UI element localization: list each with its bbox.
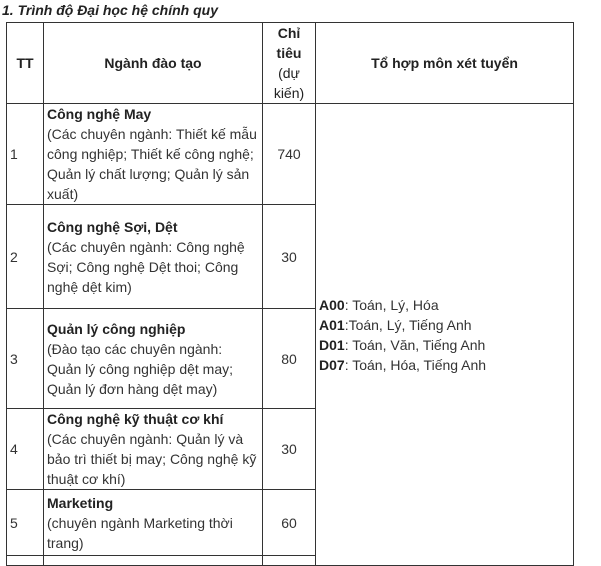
combo-line bbox=[319, 315, 570, 335]
major-desc: (Các chuyên ngành: Quản lý và bảo trì thiết bị may; Công nghệ kỹ thuật cơ khí) bbox=[47, 431, 257, 487]
section-title: 1. Trình độ Đại học hệ chính quy bbox=[2, 2, 218, 18]
row-quota: 30 bbox=[263, 205, 316, 309]
major-desc: (Các chuyên ngành: Thiết kế mẫu công nghiệp; Thiết kế công nghệ; Quản lý chất lượng; Quản lý sản xuất) bbox=[47, 126, 257, 202]
row-quota: 80 bbox=[263, 309, 316, 409]
major-name: Công nghệ Sợi, Dệt bbox=[47, 218, 178, 235]
row-tt-empty bbox=[7, 556, 44, 566]
table-header-row bbox=[7, 23, 574, 104]
row-tt: 2 bbox=[7, 205, 44, 309]
table-row bbox=[7, 104, 574, 205]
admission-table bbox=[6, 22, 574, 566]
combo-code: D01 bbox=[319, 336, 345, 353]
row-major bbox=[44, 490, 263, 556]
header-quota-sub: (dự kiến) bbox=[273, 65, 305, 101]
header-quota bbox=[263, 23, 316, 104]
row-quota: 30 bbox=[263, 409, 316, 490]
header-tt: TT bbox=[7, 23, 44, 104]
major-name: Marketing bbox=[47, 494, 114, 511]
header-quota-main: Chỉ tiêu bbox=[276, 25, 302, 61]
row-quota-empty bbox=[263, 556, 316, 566]
header-combos: Tổ hợp môn xét tuyển bbox=[316, 23, 574, 104]
row-quota: 60 bbox=[263, 490, 316, 556]
combo-subjects: :Toán, Lý, Tiếng Anh bbox=[344, 316, 472, 333]
major-desc: (chuyên ngành Marketing thời trang) bbox=[47, 514, 233, 551]
major-name: Quản lý công nghiệp bbox=[47, 320, 186, 337]
combos-cell bbox=[316, 104, 574, 566]
row-tt: 5 bbox=[7, 490, 44, 556]
combo-subjects: : Toán, Lý, Hóa bbox=[344, 296, 439, 313]
combo-line bbox=[319, 335, 570, 355]
major-name: Công nghệ May bbox=[47, 106, 152, 122]
row-tt: 4 bbox=[7, 409, 44, 490]
row-major bbox=[44, 104, 263, 205]
combo-subjects: : Toán, Hóa, Tiếng Anh bbox=[344, 356, 487, 373]
major-desc: (Đào tạo các chuyên ngành: Quản lý công nghiệp dệt may; Quản lý đơn hàng dệt may) bbox=[47, 340, 234, 397]
combo-code: D07 bbox=[319, 356, 345, 373]
row-major bbox=[44, 205, 263, 309]
combo-code: A00 bbox=[319, 296, 345, 313]
major-desc: (Các chuyên ngành: Công nghệ Sợi; Công nghệ Dệt thoi; Công nghệ dệt kim) bbox=[47, 238, 245, 295]
row-tt: 3 bbox=[7, 309, 44, 409]
combo-code: A01 bbox=[319, 316, 345, 333]
major-name: Công nghệ kỹ thuật cơ khí bbox=[47, 411, 224, 427]
combo-line bbox=[319, 295, 570, 315]
row-quota: 740 bbox=[263, 104, 316, 205]
header-major: Ngành đào tạo bbox=[44, 23, 263, 104]
row-major bbox=[44, 409, 263, 490]
combo-subjects: : Toán, Văn, Tiếng Anh bbox=[344, 336, 486, 353]
row-major-empty bbox=[44, 556, 263, 566]
combo-line bbox=[319, 355, 570, 375]
row-tt: 1 bbox=[7, 104, 44, 205]
row-major bbox=[44, 309, 263, 409]
